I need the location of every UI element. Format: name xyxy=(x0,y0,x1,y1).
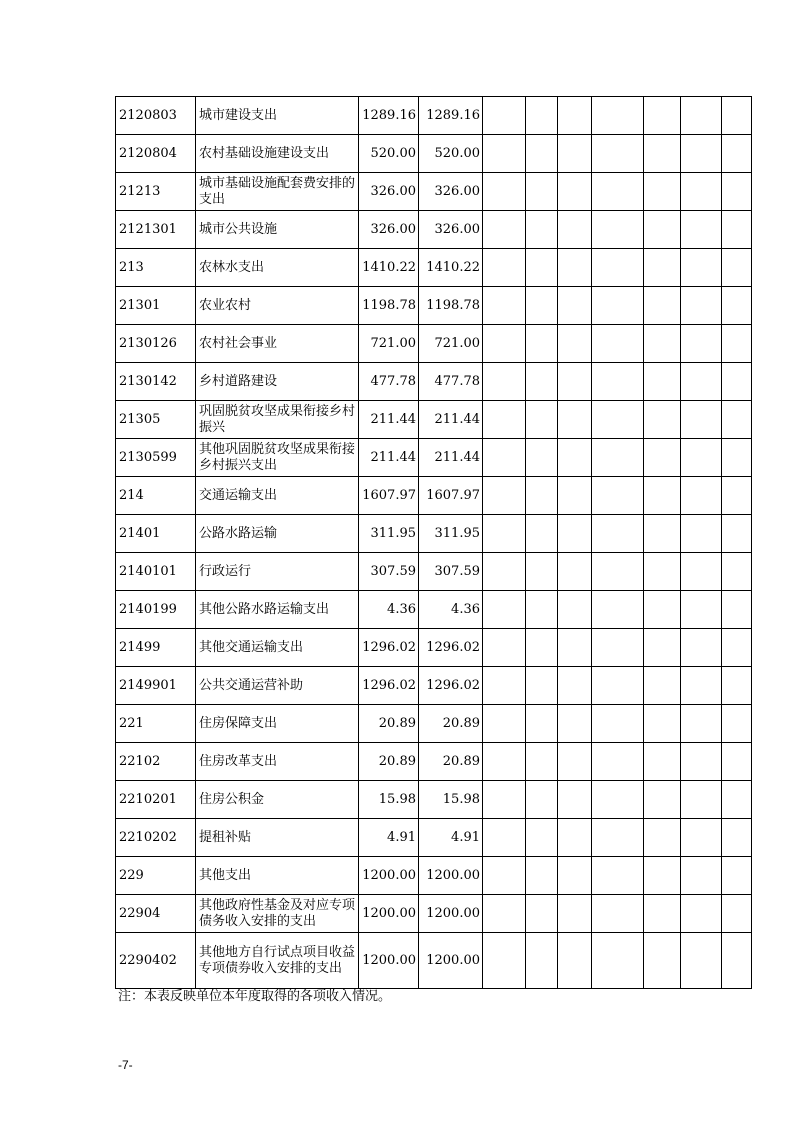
empty-cell xyxy=(722,173,752,211)
total-amount-cell: 1200.00 xyxy=(359,895,419,933)
empty-cell xyxy=(526,363,558,401)
empty-cell xyxy=(526,287,558,325)
empty-cell xyxy=(483,743,526,781)
table-row xyxy=(116,135,752,173)
empty-cell xyxy=(592,743,644,781)
empty-cell xyxy=(644,363,681,401)
empty-cell xyxy=(483,629,526,667)
empty-cell xyxy=(644,211,681,249)
empty-cell xyxy=(722,363,752,401)
item-code-cell: 2130126 xyxy=(116,325,196,363)
empty-cell xyxy=(558,97,592,135)
empty-cell xyxy=(681,743,722,781)
empty-cell xyxy=(644,287,681,325)
empty-cell xyxy=(722,819,752,857)
empty-cell xyxy=(592,857,644,895)
fiscal-amount-cell: 15.98 xyxy=(419,781,483,819)
empty-cell xyxy=(681,781,722,819)
item-code-cell: 21499 xyxy=(116,629,196,667)
empty-cell xyxy=(722,515,752,553)
item-name-cell: 城市基础设施配套费安排的支出 xyxy=(196,173,359,211)
empty-cell xyxy=(681,287,722,325)
table-row xyxy=(116,477,752,515)
empty-cell xyxy=(681,401,722,439)
table-row xyxy=(116,933,752,989)
fiscal-amount-cell: 311.95 xyxy=(419,515,483,553)
empty-cell xyxy=(526,933,558,989)
item-code-cell: 2130599 xyxy=(116,439,196,477)
total-amount-cell: 1296.02 xyxy=(359,629,419,667)
item-code-cell: 214 xyxy=(116,477,196,515)
empty-cell xyxy=(644,553,681,591)
table-row xyxy=(116,515,752,553)
empty-cell xyxy=(526,895,558,933)
table-row xyxy=(116,629,752,667)
fiscal-amount-cell: 477.78 xyxy=(419,363,483,401)
empty-cell xyxy=(722,743,752,781)
empty-cell xyxy=(558,933,592,989)
empty-cell xyxy=(483,477,526,515)
empty-cell xyxy=(483,933,526,989)
fiscal-amount-cell: 4.36 xyxy=(419,591,483,629)
empty-cell xyxy=(592,477,644,515)
empty-cell xyxy=(526,135,558,173)
table-row xyxy=(116,363,752,401)
empty-cell xyxy=(558,401,592,439)
empty-cell xyxy=(644,325,681,363)
total-amount-cell: 1607.97 xyxy=(359,477,419,515)
fiscal-amount-cell: 1200.00 xyxy=(419,895,483,933)
table-row xyxy=(116,667,752,705)
empty-cell xyxy=(483,591,526,629)
table-row xyxy=(116,439,752,477)
empty-cell xyxy=(722,135,752,173)
empty-cell xyxy=(558,135,592,173)
empty-cell xyxy=(558,667,592,705)
item-name-cell: 住房保障支出 xyxy=(196,705,359,743)
table-row xyxy=(116,211,752,249)
empty-cell xyxy=(681,819,722,857)
empty-cell xyxy=(558,211,592,249)
fiscal-amount-cell: 4.91 xyxy=(419,819,483,857)
empty-cell xyxy=(558,249,592,287)
empty-cell xyxy=(722,287,752,325)
empty-cell xyxy=(722,211,752,249)
empty-cell xyxy=(526,819,558,857)
empty-cell xyxy=(722,895,752,933)
empty-cell xyxy=(681,667,722,705)
empty-cell xyxy=(483,439,526,477)
empty-cell xyxy=(644,439,681,477)
item-name-cell: 其他巩固脱贫攻坚成果衔接乡村振兴支出 xyxy=(196,439,359,477)
total-amount-cell: 20.89 xyxy=(359,705,419,743)
item-code-cell: 21301 xyxy=(116,287,196,325)
empty-cell xyxy=(526,439,558,477)
item-name-cell: 其他交通运输支出 xyxy=(196,629,359,667)
empty-cell xyxy=(558,553,592,591)
empty-cell xyxy=(644,477,681,515)
total-amount-cell: 1200.00 xyxy=(359,933,419,989)
empty-cell xyxy=(558,439,592,477)
item-code-cell: 2210201 xyxy=(116,781,196,819)
empty-cell xyxy=(558,705,592,743)
empty-cell xyxy=(722,591,752,629)
total-amount-cell: 211.44 xyxy=(359,439,419,477)
fiscal-amount-cell: 1200.00 xyxy=(419,857,483,895)
empty-cell xyxy=(681,211,722,249)
empty-cell xyxy=(483,401,526,439)
item-code-cell: 2121301 xyxy=(116,211,196,249)
empty-cell xyxy=(483,819,526,857)
empty-cell xyxy=(681,173,722,211)
empty-cell xyxy=(483,515,526,553)
empty-cell xyxy=(722,553,752,591)
fiscal-amount-cell: 1289.16 xyxy=(419,97,483,135)
empty-cell xyxy=(526,667,558,705)
empty-cell xyxy=(526,629,558,667)
empty-cell xyxy=(722,933,752,989)
empty-cell xyxy=(681,363,722,401)
empty-cell xyxy=(722,705,752,743)
empty-cell xyxy=(526,97,558,135)
empty-cell xyxy=(592,705,644,743)
fiscal-amount-cell: 721.00 xyxy=(419,325,483,363)
empty-cell xyxy=(558,629,592,667)
item-name-cell: 乡村道路建设 xyxy=(196,363,359,401)
empty-cell xyxy=(681,933,722,989)
empty-cell xyxy=(722,401,752,439)
item-code-cell: 22102 xyxy=(116,743,196,781)
item-code-cell: 22904 xyxy=(116,895,196,933)
item-name-cell: 城市公共设施 xyxy=(196,211,359,249)
empty-cell xyxy=(592,667,644,705)
total-amount-cell: 721.00 xyxy=(359,325,419,363)
empty-cell xyxy=(558,515,592,553)
empty-cell xyxy=(644,135,681,173)
empty-cell xyxy=(526,249,558,287)
empty-cell xyxy=(483,553,526,591)
table-body xyxy=(116,97,752,989)
item-name-cell: 农村基础设施建设支出 xyxy=(196,135,359,173)
page-number: -7- xyxy=(118,1058,133,1072)
total-amount-cell: 1200.00 xyxy=(359,857,419,895)
table-row xyxy=(116,705,752,743)
table-row xyxy=(116,895,752,933)
item-code-cell: 2149901 xyxy=(116,667,196,705)
item-name-cell: 巩固脱贫攻坚成果衔接乡村振兴 xyxy=(196,401,359,439)
empty-cell xyxy=(592,325,644,363)
empty-cell xyxy=(558,363,592,401)
empty-cell xyxy=(592,553,644,591)
total-amount-cell: 326.00 xyxy=(359,173,419,211)
item-code-cell: 213 xyxy=(116,249,196,287)
empty-cell xyxy=(681,515,722,553)
table-row xyxy=(116,819,752,857)
income-table xyxy=(115,96,752,989)
empty-cell xyxy=(681,705,722,743)
empty-cell xyxy=(483,667,526,705)
empty-cell xyxy=(483,857,526,895)
empty-cell xyxy=(681,857,722,895)
table-row xyxy=(116,401,752,439)
empty-cell xyxy=(644,173,681,211)
empty-cell xyxy=(558,819,592,857)
empty-cell xyxy=(558,287,592,325)
empty-cell xyxy=(644,705,681,743)
fiscal-amount-cell: 1410.22 xyxy=(419,249,483,287)
empty-cell xyxy=(644,819,681,857)
empty-cell xyxy=(722,325,752,363)
empty-cell xyxy=(558,895,592,933)
empty-cell xyxy=(592,439,644,477)
fiscal-amount-cell: 20.89 xyxy=(419,743,483,781)
empty-cell xyxy=(483,249,526,287)
item-name-cell: 提租补贴 xyxy=(196,819,359,857)
table-row xyxy=(116,325,752,363)
table-note: 注：本表反映单位本年度取得的各项收入情况。 xyxy=(118,989,392,1004)
item-name-cell: 城市建设支出 xyxy=(196,97,359,135)
empty-cell xyxy=(722,857,752,895)
empty-cell xyxy=(526,211,558,249)
empty-cell xyxy=(681,553,722,591)
empty-cell xyxy=(558,781,592,819)
empty-cell xyxy=(644,743,681,781)
item-name-cell: 其他公路水路运输支出 xyxy=(196,591,359,629)
fiscal-amount-cell: 20.89 xyxy=(419,705,483,743)
empty-cell xyxy=(681,97,722,135)
empty-cell xyxy=(558,477,592,515)
total-amount-cell: 1198.78 xyxy=(359,287,419,325)
item-name-cell: 其他政府性基金及对应专项债务收入安排的支出 xyxy=(196,895,359,933)
empty-cell xyxy=(558,325,592,363)
item-code-cell: 2140199 xyxy=(116,591,196,629)
empty-cell xyxy=(526,781,558,819)
item-name-cell: 公路水路运输 xyxy=(196,515,359,553)
empty-cell xyxy=(526,401,558,439)
empty-cell xyxy=(558,857,592,895)
item-code-cell: 2140101 xyxy=(116,553,196,591)
empty-cell xyxy=(592,249,644,287)
empty-cell xyxy=(526,553,558,591)
empty-cell xyxy=(592,629,644,667)
empty-cell xyxy=(722,667,752,705)
fiscal-amount-cell: 1607.97 xyxy=(419,477,483,515)
table-row xyxy=(116,591,752,629)
empty-cell xyxy=(592,933,644,989)
empty-cell xyxy=(681,629,722,667)
empty-cell xyxy=(526,743,558,781)
empty-cell xyxy=(644,933,681,989)
fiscal-amount-cell: 1198.78 xyxy=(419,287,483,325)
empty-cell xyxy=(592,591,644,629)
item-code-cell: 2210202 xyxy=(116,819,196,857)
fiscal-amount-cell: 1296.02 xyxy=(419,667,483,705)
item-name-cell: 行政运行 xyxy=(196,553,359,591)
item-name-cell: 住房公积金 xyxy=(196,781,359,819)
empty-cell xyxy=(592,515,644,553)
fiscal-amount-cell: 211.44 xyxy=(419,439,483,477)
total-amount-cell: 477.78 xyxy=(359,363,419,401)
item-code-cell: 21401 xyxy=(116,515,196,553)
item-name-cell: 农林水支出 xyxy=(196,249,359,287)
total-amount-cell: 15.98 xyxy=(359,781,419,819)
empty-cell xyxy=(592,363,644,401)
table-row xyxy=(116,857,752,895)
empty-cell xyxy=(592,97,644,135)
empty-cell xyxy=(558,743,592,781)
fiscal-amount-cell: 326.00 xyxy=(419,173,483,211)
empty-cell xyxy=(681,439,722,477)
empty-cell xyxy=(592,781,644,819)
empty-cell xyxy=(681,895,722,933)
table-row xyxy=(116,743,752,781)
empty-cell xyxy=(592,173,644,211)
empty-cell xyxy=(592,211,644,249)
empty-cell xyxy=(644,249,681,287)
empty-cell xyxy=(644,895,681,933)
item-code-cell: 2130142 xyxy=(116,363,196,401)
total-amount-cell: 20.89 xyxy=(359,743,419,781)
empty-cell xyxy=(526,477,558,515)
empty-cell xyxy=(592,135,644,173)
total-amount-cell: 307.59 xyxy=(359,553,419,591)
item-code-cell: 21305 xyxy=(116,401,196,439)
empty-cell xyxy=(483,895,526,933)
empty-cell xyxy=(644,401,681,439)
empty-cell xyxy=(644,781,681,819)
empty-cell xyxy=(558,173,592,211)
item-code-cell: 229 xyxy=(116,857,196,895)
table-row xyxy=(116,173,752,211)
total-amount-cell: 1410.22 xyxy=(359,249,419,287)
item-name-cell: 农业农村 xyxy=(196,287,359,325)
empty-cell xyxy=(722,781,752,819)
item-code-cell: 2290402 xyxy=(116,933,196,989)
item-name-cell: 农村社会事业 xyxy=(196,325,359,363)
empty-cell xyxy=(681,135,722,173)
empty-cell xyxy=(722,629,752,667)
empty-cell xyxy=(483,135,526,173)
empty-cell xyxy=(722,439,752,477)
empty-cell xyxy=(644,97,681,135)
item-name-cell: 住房改革支出 xyxy=(196,743,359,781)
empty-cell xyxy=(483,97,526,135)
empty-cell xyxy=(592,401,644,439)
total-amount-cell: 1296.02 xyxy=(359,667,419,705)
item-code-cell: 2120803 xyxy=(116,97,196,135)
empty-cell xyxy=(483,705,526,743)
empty-cell xyxy=(644,667,681,705)
total-amount-cell: 311.95 xyxy=(359,515,419,553)
empty-cell xyxy=(526,325,558,363)
item-name-cell: 其他地方自行试点项目收益专项债券收入安排的支出 xyxy=(196,933,359,989)
table-row xyxy=(116,97,752,135)
empty-cell xyxy=(592,819,644,857)
total-amount-cell: 1289.16 xyxy=(359,97,419,135)
empty-cell xyxy=(483,173,526,211)
table-row xyxy=(116,781,752,819)
table-row xyxy=(116,249,752,287)
total-amount-cell: 326.00 xyxy=(359,211,419,249)
total-amount-cell: 4.36 xyxy=(359,591,419,629)
empty-cell xyxy=(526,591,558,629)
total-amount-cell: 520.00 xyxy=(359,135,419,173)
total-amount-cell: 211.44 xyxy=(359,401,419,439)
empty-cell xyxy=(526,515,558,553)
empty-cell xyxy=(558,591,592,629)
empty-cell xyxy=(526,705,558,743)
total-amount-cell: 4.91 xyxy=(359,819,419,857)
item-code-cell: 21213 xyxy=(116,173,196,211)
empty-cell xyxy=(681,325,722,363)
empty-cell xyxy=(644,515,681,553)
table-row xyxy=(116,553,752,591)
empty-cell xyxy=(592,287,644,325)
fiscal-amount-cell: 1200.00 xyxy=(419,933,483,989)
empty-cell xyxy=(526,173,558,211)
empty-cell xyxy=(483,287,526,325)
empty-cell xyxy=(644,857,681,895)
item-code-cell: 221 xyxy=(116,705,196,743)
item-code-cell: 2120804 xyxy=(116,135,196,173)
fiscal-amount-cell: 326.00 xyxy=(419,211,483,249)
empty-cell xyxy=(483,211,526,249)
item-name-cell: 交通运输支出 xyxy=(196,477,359,515)
item-name-cell: 公共交通运营补助 xyxy=(196,667,359,705)
fiscal-amount-cell: 307.59 xyxy=(419,553,483,591)
empty-cell xyxy=(681,591,722,629)
empty-cell xyxy=(681,477,722,515)
empty-cell xyxy=(722,477,752,515)
empty-cell xyxy=(592,895,644,933)
empty-cell xyxy=(483,363,526,401)
empty-cell xyxy=(483,325,526,363)
item-name-cell: 其他支出 xyxy=(196,857,359,895)
empty-cell xyxy=(722,249,752,287)
fiscal-amount-cell: 520.00 xyxy=(419,135,483,173)
empty-cell xyxy=(722,97,752,135)
empty-cell xyxy=(644,629,681,667)
fiscal-amount-cell: 211.44 xyxy=(419,401,483,439)
empty-cell xyxy=(483,781,526,819)
empty-cell xyxy=(526,857,558,895)
empty-cell xyxy=(681,249,722,287)
fiscal-amount-cell: 1296.02 xyxy=(419,629,483,667)
empty-cell xyxy=(644,591,681,629)
table-row xyxy=(116,287,752,325)
